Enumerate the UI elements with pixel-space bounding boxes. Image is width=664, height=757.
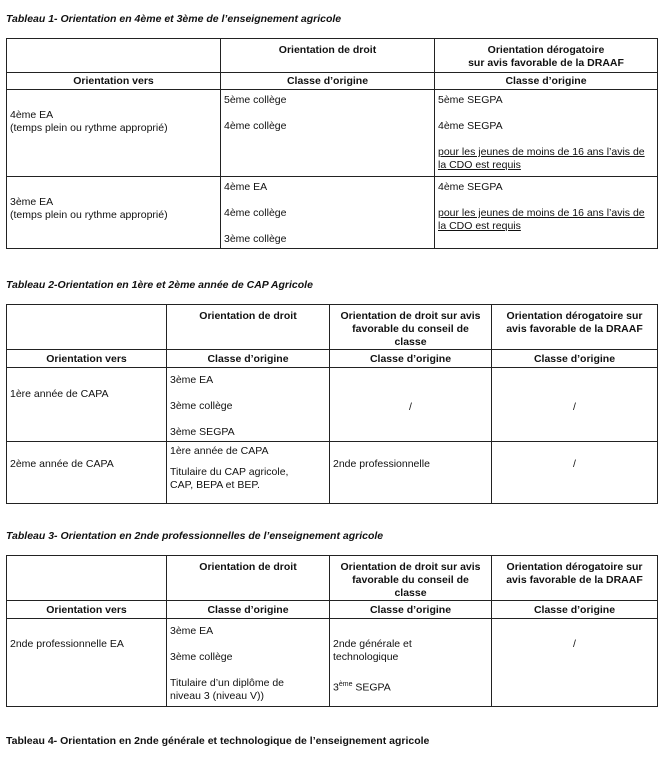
table3-corner	[7, 556, 167, 601]
table2-row2-droit: 1ère année de CAPA Titulaire du CAP agricole, CAP, BEPA et BEP.	[167, 442, 330, 504]
table4-caption: Tableau 4- Orientation en 2nde générale et technologique de l’enseignement agricole	[6, 735, 430, 747]
table3-sub-vers: Orientation vers	[7, 601, 167, 619]
table1-sub-origine: Classe d’origine	[221, 73, 435, 90]
table2-header-conseil: Orientation de droit sur avis favorable du conseil de classe	[330, 305, 492, 350]
table1-row2-note: pour les jeunes de moins de 16 ans l’avis de la CDO est requis	[438, 207, 645, 232]
table3-header-derog: Orientation dérogatoire sur avis favorable de la DRAAF	[492, 556, 658, 601]
table2-header-droit: Orientation de droit	[167, 305, 330, 350]
table3-sub-origine: Classe d’origine	[330, 601, 492, 619]
table1-row1-vers: 4ème EA (temps plein ou rythme approprié)	[7, 90, 221, 177]
table1-row2-vers: 3ème EA (temps plein ou rythme approprié)	[7, 177, 221, 249]
table1-header-droit: Orientation de droit	[221, 39, 435, 73]
table1-sub-vers: Orientation vers	[7, 73, 221, 90]
table2	[6, 304, 658, 504]
table1-sub-origine: Classe d’origine	[435, 73, 658, 90]
table3-header-droit: Orientation de droit	[167, 556, 330, 601]
table1-row2-droit: 4ème EA 4ème collège 3ème collège	[221, 177, 435, 249]
table2-caption: Tableau 2-Orientation en 1ère et 2ème année de CAP Agricole	[6, 279, 313, 291]
table3-row1-conseil: 2nde générale et technologique 3ème SEGPA	[330, 619, 492, 707]
table3	[6, 555, 658, 707]
table1-row1-derog: 5ème SEGPA 4ème SEGPA pour les jeunes de moins de 16 ans l’avis de la CDO est requis	[435, 90, 658, 177]
table2-row1-conseil: /	[330, 368, 492, 442]
table1-row1-note: pour les jeunes de moins de 16 ans l’avis de la CDO est requis	[438, 146, 645, 171]
table2-row2-derog: /	[492, 442, 658, 504]
table1	[6, 38, 658, 249]
table3-header-conseil: Orientation de droit sur avis favorable du conseil de classe	[330, 556, 492, 601]
table3-row1-derog: /	[492, 619, 658, 707]
table3-row1-droit: 3ème EA 3ème collège Titulaire d’un diplôme de niveau 3 (niveau V))	[167, 619, 330, 707]
table1-caption: Tableau 1- Orientation en 4ème et 3ème de l’enseignement agricole	[6, 13, 342, 25]
table2-row2-conseil: 2nde professionnelle	[330, 442, 492, 504]
table3-caption: Tableau 3- Orientation en 2nde professionnelles de l’enseignement agricole	[6, 530, 384, 542]
table2-sub-origine: Classe d’origine	[330, 350, 492, 368]
table2-row1-droit: 3ème EA 3ème collège 3ème SEGPA	[167, 368, 330, 442]
table2-row1-derog: /	[492, 368, 658, 442]
table3-row1-vers: 2nde professionnelle EA	[7, 619, 167, 707]
table1-row1-droit: 5ème collège 4ème collège	[221, 90, 435, 177]
table2-row2-vers: 2ème année de CAPA	[7, 442, 167, 504]
table2-sub-origine: Classe d’origine	[167, 350, 330, 368]
table1-row2-derog: 4ème SEGPA pour les jeunes de moins de 16 ans l’avis de la CDO est requis	[435, 177, 658, 249]
table2-header-derog: Orientation dérogatoire sur avis favorable de la DRAAF	[492, 305, 658, 350]
table2-sub-origine: Classe d’origine	[492, 350, 658, 368]
table3-sub-origine: Classe d’origine	[492, 601, 658, 619]
table3-sub-origine: Classe d’origine	[167, 601, 330, 619]
table1-header-derog: Orientation dérogatoire sur avis favorable de la DRAAF	[435, 39, 658, 73]
table2-corner	[7, 305, 167, 350]
table1-corner	[7, 39, 221, 73]
table2-row1-vers: 1ère année de CAPA	[7, 368, 167, 442]
table2-sub-vers: Orientation vers	[7, 350, 167, 368]
